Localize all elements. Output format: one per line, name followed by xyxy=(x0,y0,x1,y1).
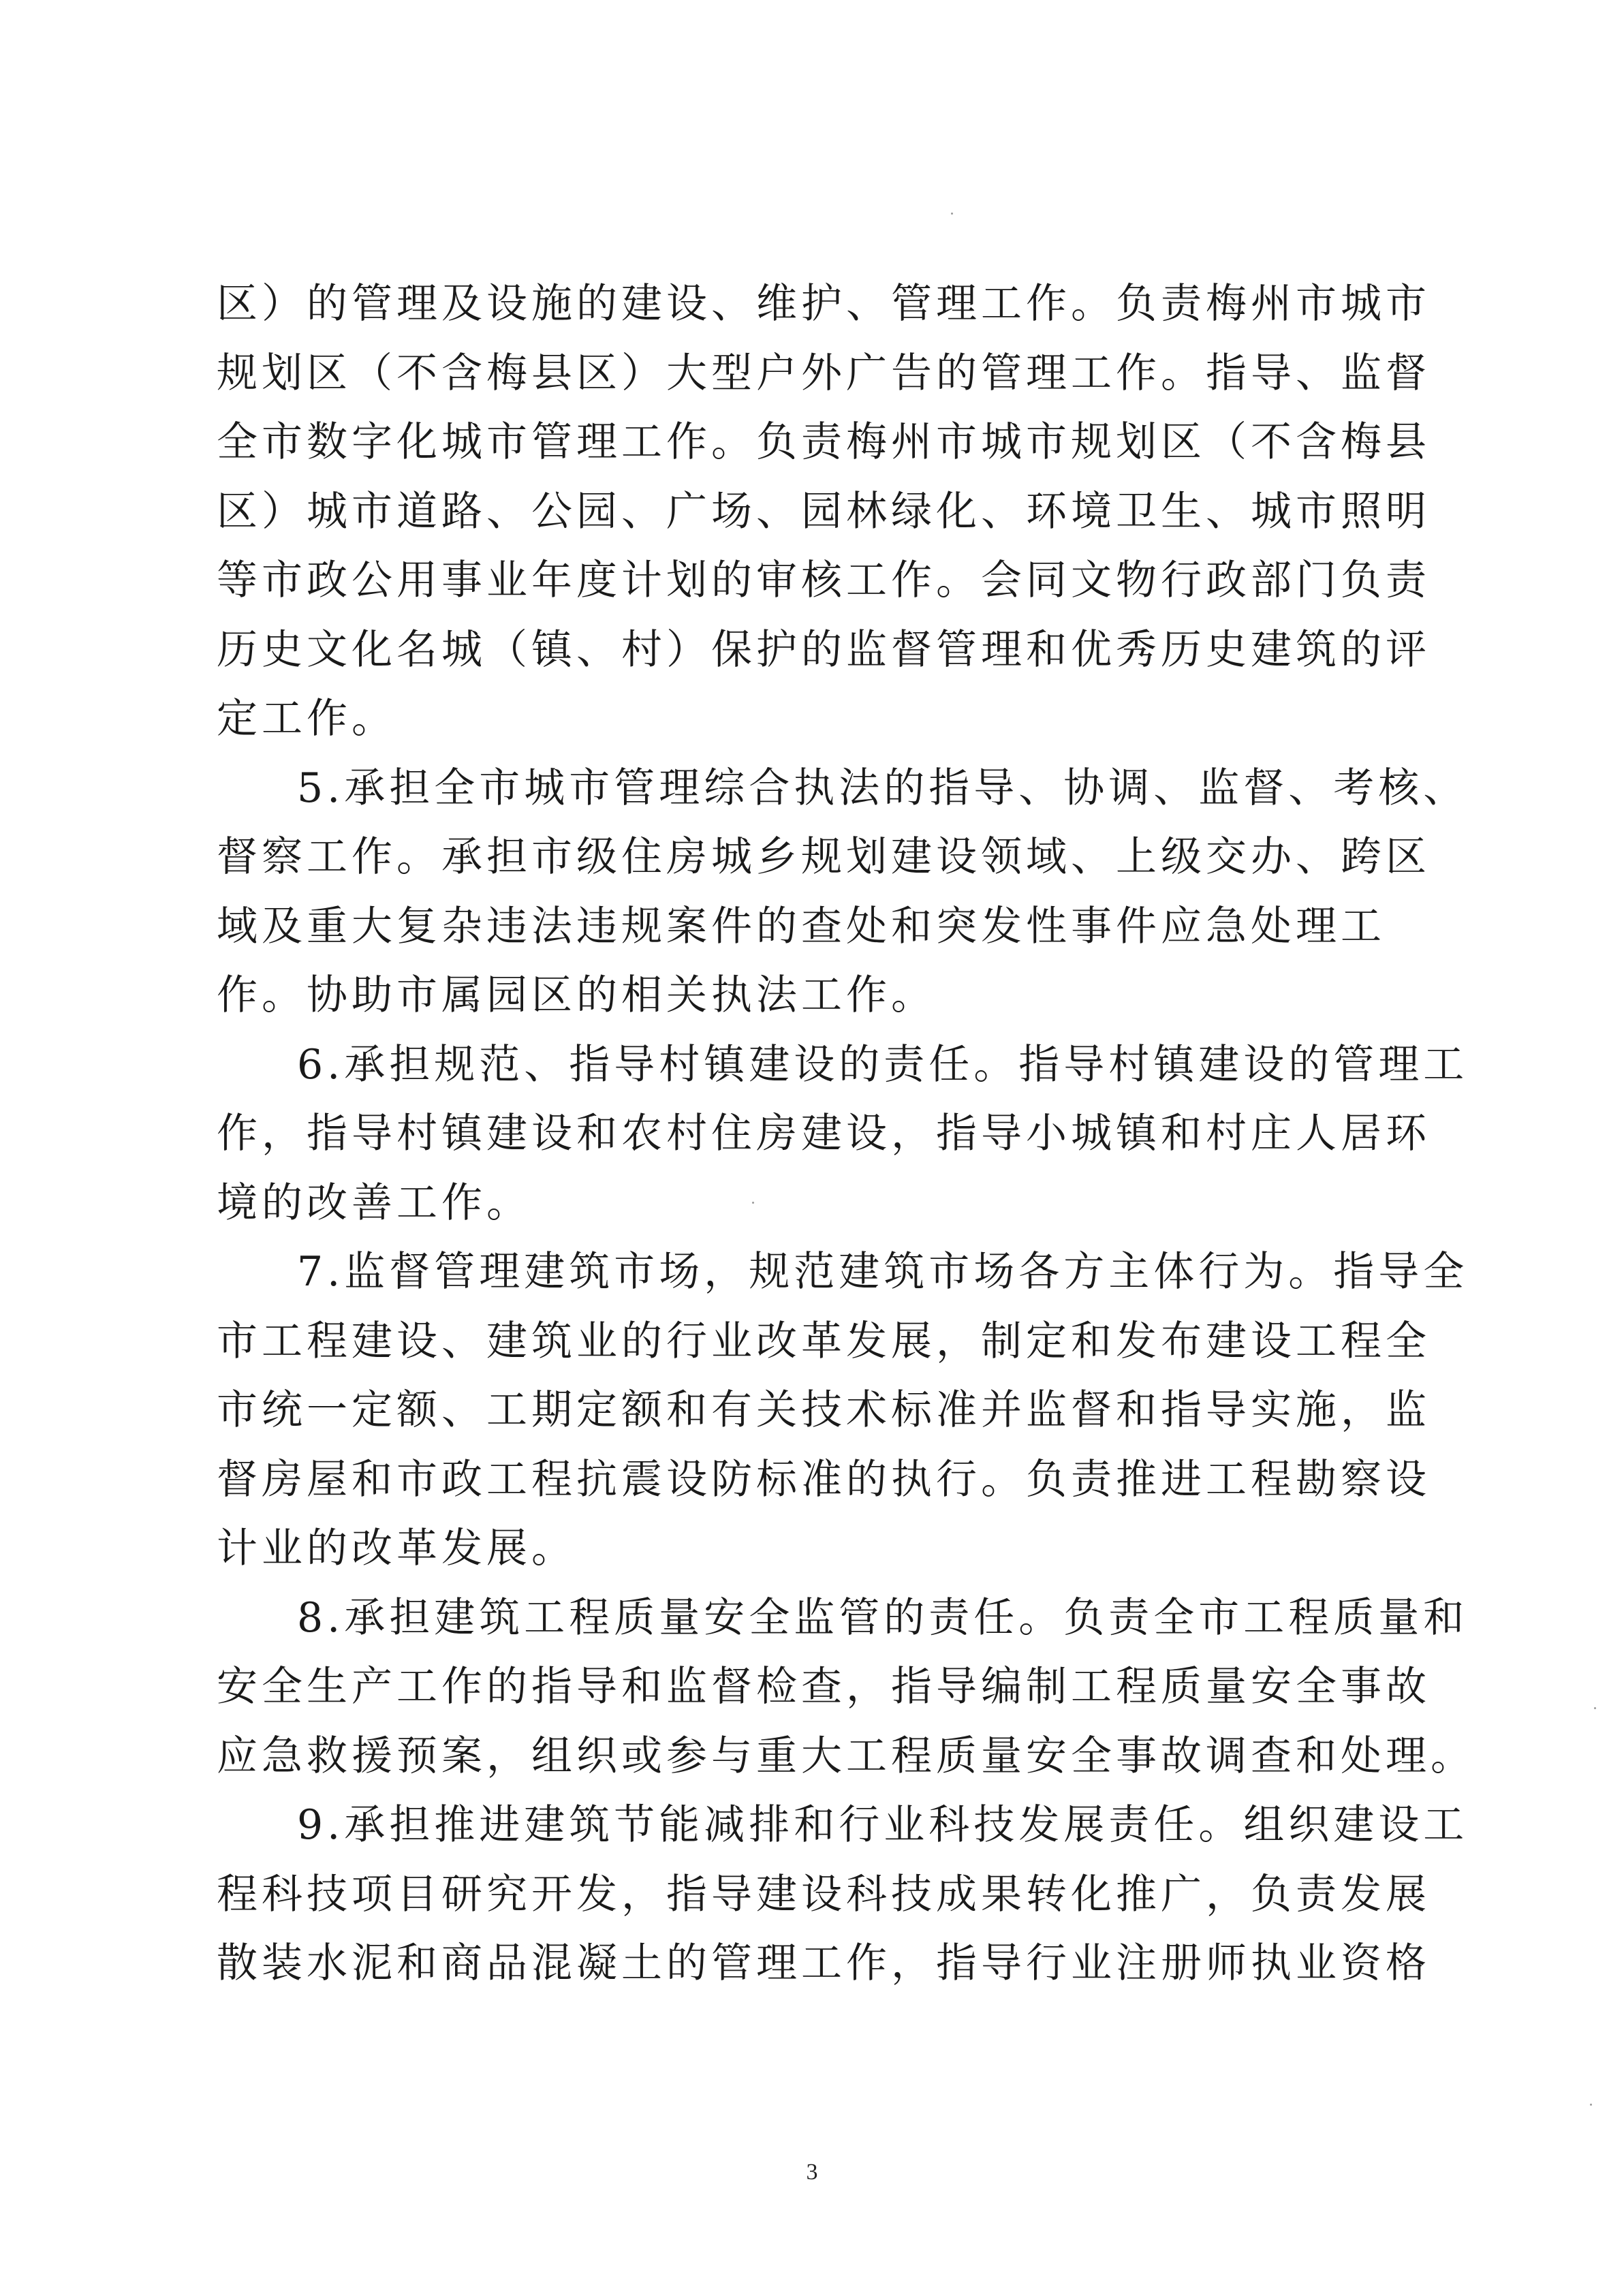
text-line: 7.监督管理建筑市场，规范建筑市场各方主体行为。指导全 xyxy=(297,1248,1469,1296)
paragraph-item-5 xyxy=(217,754,1469,1031)
text-line: 计业的改革发展。 xyxy=(217,1525,576,1572)
text-line: 区）的管理及设施的建设、维护、管理工作。负责梅州市城市 xyxy=(217,280,1431,328)
text-line: 8.承担建筑工程质量安全监管的责任。负责全市工程质量和 xyxy=(297,1593,1469,1642)
text-line: 境的改善工作。 xyxy=(217,1179,531,1227)
text-line: 市工程建设、建筑业的行业改革发展，制定和发布建设工程全 xyxy=(217,1317,1431,1365)
paragraph-item-9 xyxy=(217,1791,1469,1999)
text-line: 安全生产工作的指导和监督检查，指导编制工程质量安全事故 xyxy=(217,1663,1431,1711)
page-number: 3 xyxy=(806,2159,818,2185)
scan-speck xyxy=(951,213,953,215)
scan-speck xyxy=(1594,1707,1596,1709)
text-line: 域及重大复杂违法违规案件的查处和突发性事件应急处理工 xyxy=(217,902,1386,950)
paragraph-item-6 xyxy=(217,1031,1469,1238)
scan-speck xyxy=(1590,2104,1592,2106)
text-line: 作，指导村镇建设和农村住房建设，指导小城镇和村庄人居环 xyxy=(217,1110,1431,1157)
text-line: 督房屋和市政工程抗震设防标准的执行。负责推进工程勘察设 xyxy=(217,1455,1431,1503)
text-line: 5.承担全市城市管理综合执法的指导、协调、监督、考核、 xyxy=(297,764,1469,812)
text-line: 散装水泥和商品混凝土的管理工作，指导行业注册师执业资格 xyxy=(217,1939,1431,1987)
text-line: 9.承担推进建筑节能减排和行业科技发展责任。组织建设工 xyxy=(297,1801,1469,1849)
text-line: 规划区（不含梅县区）大型户外广告的管理工作。指导、监督 xyxy=(217,349,1431,397)
text-line: 市统一定额、工期定额和有关技术标准并监督和指导实施，监 xyxy=(217,1386,1431,1434)
text-line: 6.承担规范、指导村镇建设的责任。指导村镇建设的管理工 xyxy=(297,1040,1469,1089)
text-line: 历史文化名城（镇、村）保护的监督管理和优秀历史建筑的评 xyxy=(217,625,1431,674)
text-line: 督察工作。承担市级住房城乡规划建设领域、上级交办、跨区 xyxy=(217,833,1431,881)
document-body xyxy=(217,270,1475,1999)
paragraph-continued xyxy=(217,270,1431,754)
text-line: 程科技项目研究开发，指导建设科技成果转化推广，负责发展 xyxy=(217,1870,1431,1918)
paragraph-item-7 xyxy=(217,1238,1469,1584)
paragraph-item-8 xyxy=(217,1584,1475,1792)
text-line: 应急救援预案，组织或参与重大工程质量安全事故调查和处理。 xyxy=(217,1732,1475,1780)
text-line: 区）城市道路、公园、广场、园林绿化、环境卫生、城市照明 xyxy=(217,487,1431,535)
text-line: 等市政公用事业年度计划的审核工作。会同文物行政部门负责 xyxy=(217,557,1431,604)
text-line: 作。协助市属园区的相关执法工作。 xyxy=(217,971,936,1019)
text-line: 全市数字化城市管理工作。负责梅州市城市规划区（不含梅县 xyxy=(217,418,1431,466)
text-line: 定工作。 xyxy=(217,695,396,743)
